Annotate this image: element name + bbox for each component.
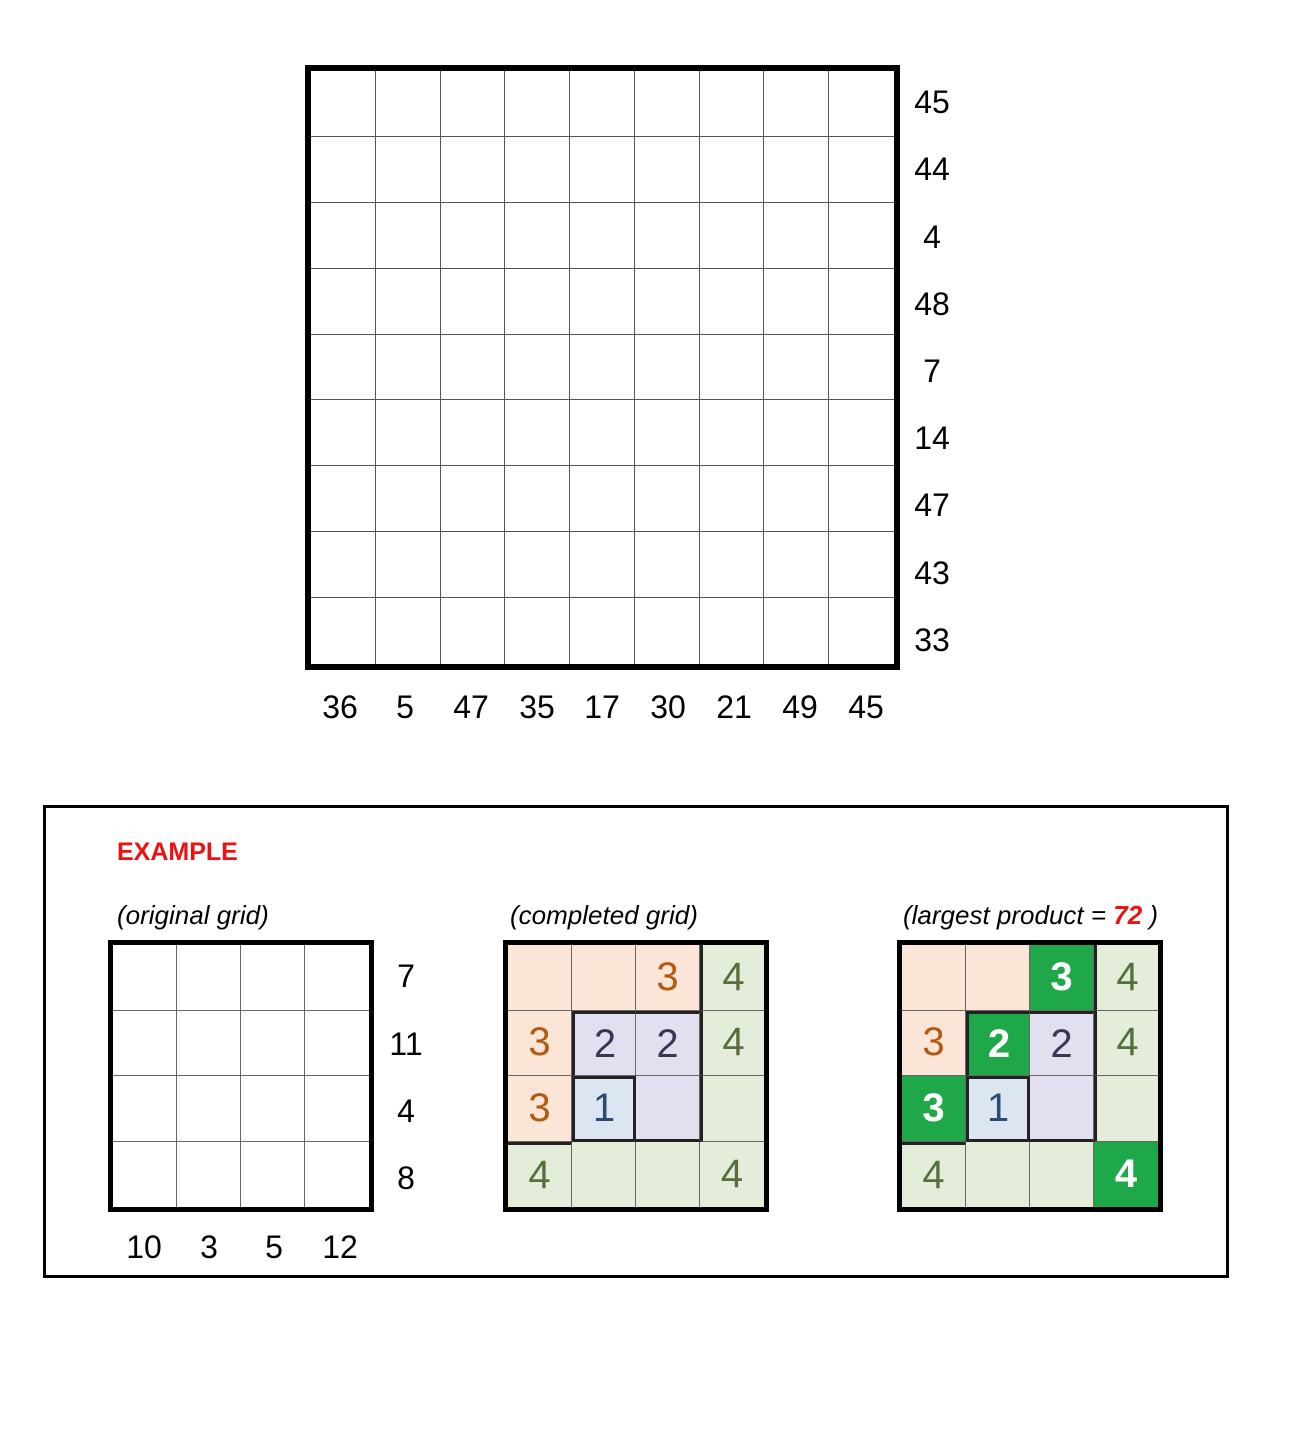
example-col-clue: 3 — [200, 1229, 218, 1265]
grid-cell — [305, 1142, 369, 1208]
puzzle-cell[interactable] — [505, 532, 570, 598]
puzzle-cell[interactable] — [570, 71, 635, 137]
puzzle-cell[interactable] — [635, 71, 700, 137]
col-clue: 49 — [782, 689, 818, 725]
puzzle-cell[interactable] — [311, 269, 376, 335]
puzzle-cell[interactable] — [635, 466, 700, 532]
puzzle-cell[interactable] — [829, 466, 894, 532]
grid-cell — [966, 1142, 1030, 1208]
puzzle-cell[interactable] — [829, 532, 894, 598]
grid-cell — [572, 945, 636, 1011]
row-clue: 48 — [914, 286, 950, 322]
grid-cell: 1 — [572, 1076, 636, 1142]
grid-cell — [700, 1076, 764, 1142]
puzzle-cell[interactable] — [376, 335, 441, 401]
col-clue: 47 — [453, 689, 489, 725]
puzzle-cell[interactable] — [829, 269, 894, 335]
puzzle-cell[interactable] — [505, 203, 570, 269]
puzzle-cell[interactable] — [829, 71, 894, 137]
highlighted-cell: 3 — [902, 1076, 966, 1142]
grid-cell — [305, 945, 369, 1011]
grid-cell: 1 — [966, 1076, 1030, 1142]
col-clue: 17 — [584, 689, 620, 725]
puzzle-cell[interactable] — [376, 400, 441, 466]
grid-cell: 4 — [1094, 945, 1158, 1011]
grid-cell — [113, 1076, 177, 1142]
grid-cell — [572, 1142, 636, 1208]
puzzle-cell[interactable] — [311, 203, 376, 269]
puzzle-cell[interactable] — [764, 71, 829, 137]
highlighted-cell: 3 — [1030, 945, 1094, 1011]
puzzle-cell[interactable] — [570, 400, 635, 466]
grid-cell: 3 — [902, 1011, 966, 1077]
grid-cell: 4 — [700, 1142, 764, 1208]
grid-cell — [177, 945, 241, 1011]
grid-cell: 4 — [508, 1142, 572, 1208]
puzzle-cell[interactable] — [764, 598, 829, 664]
puzzle-cell[interactable] — [700, 598, 765, 664]
highlighted-cell: 2 — [966, 1011, 1030, 1077]
puzzle-cell[interactable] — [311, 71, 376, 137]
example-product-grid — [897, 940, 1163, 1212]
grid-cell — [113, 1011, 177, 1077]
caption-completed-grid: (completed grid) — [510, 900, 698, 930]
example-completed-grid — [503, 940, 769, 1212]
puzzle-cell[interactable] — [829, 137, 894, 203]
grid-cell — [241, 1011, 305, 1077]
puzzle-cell[interactable] — [441, 137, 506, 203]
grid-cell: 2 — [1030, 1011, 1094, 1077]
main-puzzle-grid[interactable] — [305, 65, 900, 670]
grid-cell — [241, 945, 305, 1011]
puzzle-cell[interactable] — [376, 532, 441, 598]
puzzle-cell[interactable] — [829, 335, 894, 401]
col-clue: 35 — [519, 689, 555, 725]
puzzle-cell[interactable] — [505, 71, 570, 137]
grid-cell: 4 — [700, 945, 764, 1011]
puzzle-cell[interactable] — [570, 532, 635, 598]
row-clue: 44 — [914, 151, 950, 187]
puzzle-cell[interactable] — [829, 400, 894, 466]
col-clue: 36 — [322, 689, 358, 725]
puzzle-cell[interactable] — [764, 335, 829, 401]
example-original-grid — [108, 940, 374, 1212]
puzzle-cell[interactable] — [505, 269, 570, 335]
puzzle-cell[interactable] — [441, 203, 506, 269]
puzzle-cell[interactable] — [441, 335, 506, 401]
puzzle-cell[interactable] — [311, 335, 376, 401]
grid-cell — [177, 1011, 241, 1077]
grid-cell — [241, 1076, 305, 1142]
puzzle-cell[interactable] — [376, 269, 441, 335]
puzzle-cell[interactable] — [764, 532, 829, 598]
grid-cell — [113, 1142, 177, 1208]
puzzle-cell[interactable] — [441, 71, 506, 137]
puzzle-cell[interactable] — [764, 269, 829, 335]
puzzle-cell[interactable] — [764, 137, 829, 203]
example-title: EXAMPLE — [117, 838, 238, 866]
grid-cell: 4 — [1094, 1011, 1158, 1077]
grid-cell — [1030, 1142, 1094, 1208]
grid-cell: 2 — [572, 1011, 636, 1077]
col-clue: 45 — [848, 689, 884, 725]
puzzle-cell[interactable] — [505, 335, 570, 401]
puzzle-cell[interactable] — [376, 137, 441, 203]
grid-cell — [966, 945, 1030, 1011]
grid-cell — [508, 945, 572, 1011]
puzzle-cell[interactable] — [635, 203, 700, 269]
puzzle-cell[interactable] — [311, 400, 376, 466]
puzzle-cell[interactable] — [311, 466, 376, 532]
row-clue: 43 — [914, 555, 950, 591]
grid-cell — [636, 1076, 700, 1142]
puzzle-cell[interactable] — [829, 203, 894, 269]
grid-cell — [1030, 1076, 1094, 1142]
puzzle-cell[interactable] — [700, 203, 765, 269]
puzzle-cell[interactable] — [376, 466, 441, 532]
puzzle-cell[interactable] — [635, 137, 700, 203]
puzzle-cell[interactable] — [376, 71, 441, 137]
puzzle-cell[interactable] — [700, 269, 765, 335]
grid-cell — [305, 1076, 369, 1142]
highlighted-cell: 4 — [1094, 1142, 1158, 1208]
puzzle-cell[interactable] — [829, 598, 894, 664]
puzzle-cell[interactable] — [570, 335, 635, 401]
col-clue: 5 — [396, 689, 414, 725]
example-col-clue: 12 — [322, 1229, 358, 1265]
grid-cell — [241, 1142, 305, 1208]
puzzle-cell[interactable] — [635, 269, 700, 335]
puzzle-cell[interactable] — [570, 466, 635, 532]
puzzle-cell[interactable] — [376, 598, 441, 664]
grid-cell — [177, 1142, 241, 1208]
puzzle-cell[interactable] — [441, 598, 506, 664]
row-clue: 45 — [914, 84, 950, 120]
grid-cell: 3 — [508, 1011, 572, 1077]
row-clue: 14 — [914, 420, 950, 456]
row-clue: 33 — [914, 622, 950, 658]
puzzle-cell[interactable] — [505, 137, 570, 203]
grid-cell — [177, 1076, 241, 1142]
puzzle-cell[interactable] — [700, 400, 765, 466]
puzzle-cell[interactable] — [764, 203, 829, 269]
grid-cell — [305, 1011, 369, 1077]
caption-product-prefix: (largest product = — [903, 900, 1114, 930]
caption-original-grid: (original grid) — [117, 900, 269, 930]
col-clue: 21 — [716, 689, 752, 725]
puzzle-cell[interactable] — [570, 203, 635, 269]
puzzle-cell[interactable] — [700, 532, 765, 598]
puzzle-cell[interactable] — [700, 335, 765, 401]
puzzle-cell[interactable] — [441, 532, 506, 598]
grid-cell — [902, 945, 966, 1011]
puzzle-cell[interactable] — [311, 532, 376, 598]
puzzle-cell[interactable] — [764, 466, 829, 532]
example-col-clue: 10 — [126, 1229, 162, 1265]
puzzle-cell[interactable] — [441, 466, 506, 532]
grid-cell — [113, 945, 177, 1011]
example-row-clue: 8 — [397, 1160, 415, 1196]
puzzle-cell[interactable] — [311, 137, 376, 203]
puzzle-cell[interactable] — [764, 400, 829, 466]
puzzle-cell[interactable] — [700, 466, 765, 532]
puzzle-cell[interactable] — [441, 269, 506, 335]
puzzle-cell[interactable] — [311, 598, 376, 664]
grid-cell: 4 — [902, 1142, 966, 1208]
example-row-clue: 11 — [389, 1026, 423, 1062]
puzzle-cell[interactable] — [570, 598, 635, 664]
grid-cell — [1094, 1076, 1158, 1142]
puzzle-cell[interactable] — [635, 335, 700, 401]
grid-cell: 3 — [636, 945, 700, 1011]
row-clue: 47 — [914, 487, 950, 523]
col-clue: 30 — [650, 689, 686, 725]
puzzle-cell[interactable] — [505, 400, 570, 466]
example-col-clue: 5 — [265, 1229, 283, 1265]
row-clue: 4 — [923, 219, 941, 255]
puzzle-cell[interactable] — [441, 400, 506, 466]
puzzle-cell[interactable] — [635, 532, 700, 598]
caption-product-value: 72 — [1113, 900, 1143, 930]
puzzle-cell[interactable] — [505, 598, 570, 664]
caption-product-suffix: ) — [1142, 900, 1159, 930]
puzzle-cell[interactable] — [635, 598, 700, 664]
example-row-clue: 4 — [397, 1093, 415, 1129]
puzzle-cell[interactable] — [700, 71, 765, 137]
puzzle-cell[interactable] — [570, 269, 635, 335]
caption-largest-product — [903, 900, 1158, 931]
puzzle-cell[interactable] — [700, 137, 765, 203]
puzzle-cell[interactable] — [376, 203, 441, 269]
puzzle-cell[interactable] — [570, 137, 635, 203]
puzzle-cell[interactable] — [635, 400, 700, 466]
grid-cell: 2 — [636, 1011, 700, 1077]
example-row-clue: 7 — [397, 958, 415, 994]
grid-cell: 3 — [508, 1076, 572, 1142]
grid-cell: 4 — [700, 1011, 764, 1077]
grid-cell — [636, 1142, 700, 1208]
puzzle-cell[interactable] — [505, 466, 570, 532]
row-clue: 7 — [923, 353, 941, 389]
